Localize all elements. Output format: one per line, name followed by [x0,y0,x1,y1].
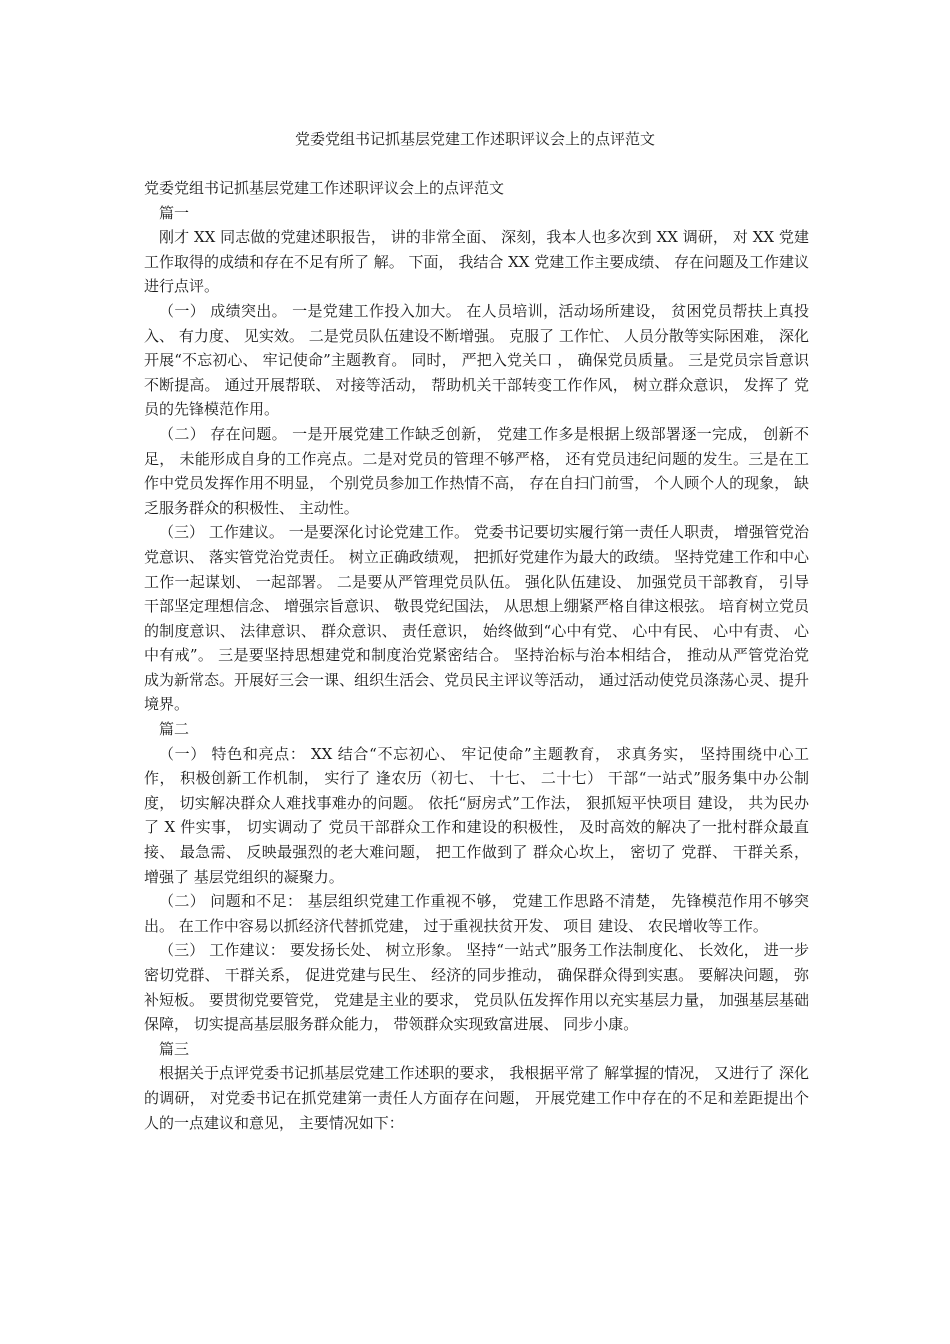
paragraph: （二） 问题和不足： 基层组织党建工作重视不够， 党建工作思路不清楚， 先锋模范作用不够突出。 在工作中容易以抓经济代替抓党建， 过于重视扶贫开发、 项目 建设、 农民增收等工作。 [144,892,809,935]
paragraph: 根据关于点评党委书记抓基层党建工作述职的要求， 我根据平常了 解掌握的情况， 又进行了 深化的调研， 对党委书记在抓党建第一责任人方面存在问题， 开展党建工作中存在的不足和差距提出个人的一点建议和意见， 主要情况如下： [144,1064,809,1132]
paragraph: （二） 存在问题。 一是开展党建工作缺乏创新， 党建工作多是根据上级部署逐一完成， 创新不足， 未能形成自身的工作亮点。二是对党员的管理不够严格， 还有党员违纪问题的发生。三是在工作中党员发挥作用不明显， 个别党员参加工作热情不高， 存在自扫门前雪， 个人顾个人的现象， 缺乏服务群众的积极性、 主动性。 [144,424,809,517]
paragraph: 刚才 XX 同志做的党建述职报告， 讲的非常全面、 深刻，我本人也多次到 XX 调研， 对 XX 党建工作取得的成绩和存在不足有所了 解。 下面， 我结合 XX 党建工作主要成绩、 存在问题及工作建议进行点评。 [144,228,809,296]
document-title: 党委党组书记抓基层党建工作述职评议会上的点评范文 [294,130,655,148]
paragraph: （三） 工作建议。 一是要深化讨论党建工作。 党委书记要切实履行第一责任人职责， 增强管党治党意识、 落实管党治党责任。 树立正确政绩观， 把抓好党建作为最大的政绩。 坚持党建工作和中心工作一起谋划、 一起部署。 二是要从严管理党员队伍。 强化队伍建设、 加强党员干部教育， 引导干部坚定理想信念、 增强宗旨意识、 敬畏党纪国法， 从思想上绷紧严格自律这根弦。 培育树立党员的制度意识、 法律意识、 群众意识、 责任意识， 始终做到“心中有党、 心中有民、 心中有责、 心中有戒”。 三是要坚持思想建党和制度治党紧密结合。 坚持治标与治本相结合， 推动从严管党治党成为新常态。开展好三会一课、组织生活会、党员民主评议等活动， 通过活动使党员涤荡心灵、提升境界。 [144,523,809,714]
document-subtitle: 党委党组书记抓基层党建工作述职评议会上的点评范文 [144,179,505,197]
section-heading-3: 篇三 [159,1039,190,1058]
paragraph: （一） 成绩突出。 一是党建工作投入加大。 在人员培训，活动场所建设， 贫困党员帮扶上真投入、 有力度、 见实效。 二是党员队伍建设不断增强。 克服了 工作忙、 人员分散等实际困难， 深化开展“不忘初心、 牢记使命”主题教育。 同时， 严把入党关口 ， 确保党员质量。 三是党员宗旨意识不断提高。 通过开展帮联、 对接等活动， 帮助机关干部转变工作作风， 树立群众意识， 发挥了 党员的先锋模范作用。 [144,301,809,419]
section-heading-2: 篇二 [159,720,190,739]
paragraph: （三） 工作建议： 要发扬长处、 树立形象。 坚持“一站式”服务工作法制度化、 长效化， 进一步密切党群、 干群关系， 促进党建与民生、 经济的同步推动， 确保群众得到实惠。 要解决问题， 弥补短板。 要贯彻党要管党， 党建是主业的要求， 党员队伍发挥作用以充实基层力量， 加强基层基础保障， 切实提高基层服务群众能力， 带领群众实现致富进展、 同步小康。 [144,941,809,1034]
section-heading-1: 篇一 [159,203,190,222]
document-body [144,176,809,1135]
paragraph: （一） 特色和亮点： XX 结合“不忘初心、 牢记使命”主题教育， 求真务实， 坚持围绕中心工作， 积极创新工作机制， 实行了 逢农历（初七、 十七、 二十七） 干部“一站式”服务集中办公制度， 切实解决群众人难找事难办的问题。 依托“厨房式”工作法， 狠抓短平快项目 建设， 共为民办了 X 件实事， 切实调动了 党员干部群众工作和建设的积极性， 及时高效的解决了一批村群众最直接、 最急需、 反映最强烈的老大难问题， 把工作做到了 群众心坎上， 密切了 党群、 干群关系， 增强了 基层党组织的凝聚力。 [144,744,809,886]
